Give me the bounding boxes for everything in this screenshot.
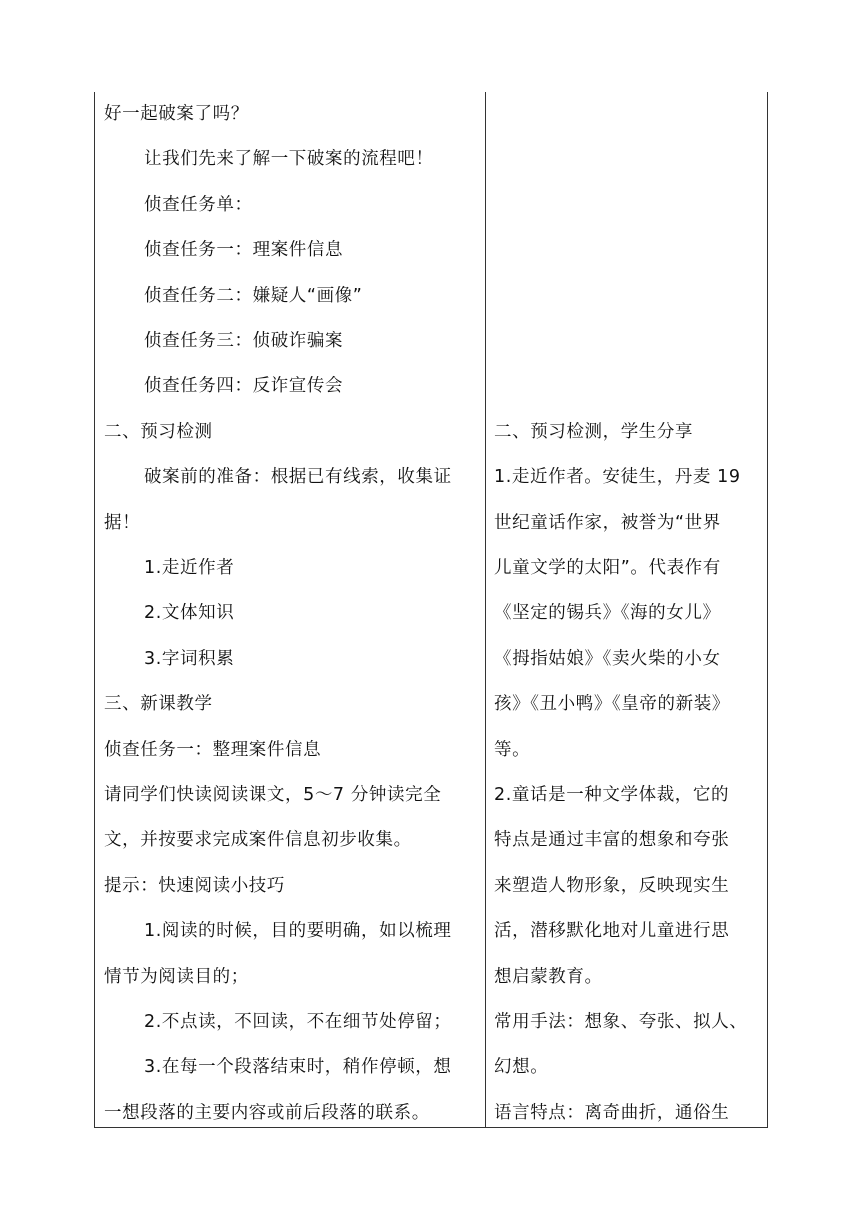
right-line: 等。 xyxy=(494,739,531,760)
left-line: 好一起破案了吗？ xyxy=(104,104,249,124)
left-line: 3.在每一个段落结束时，稍作停顿，想 xyxy=(144,1057,452,1078)
right-line: 语言特点：离奇曲折，通俗生 xyxy=(494,1102,730,1123)
left-line: 让我们先来了解一下破案的流程吧！ xyxy=(144,149,434,170)
left-line: 提示：快速阅读小技巧 xyxy=(104,875,285,896)
left-line: 侦查任务二：嫌疑人“画像” xyxy=(144,285,363,306)
column-divider xyxy=(485,92,486,1128)
right-line: 世纪童话作家，被誉为“世界 xyxy=(494,512,721,533)
right-line: 二、预习检测，学生分享 xyxy=(494,421,694,442)
left-line: 侦查任务一：整理案件信息 xyxy=(104,739,322,760)
left-line: 3.字词积累 xyxy=(144,648,235,669)
right-line: 常用手法：想象、夸张、拟人、 xyxy=(494,1012,748,1032)
left-line: 二、预习检测 xyxy=(104,421,213,442)
right-line: 《拇指姑娘》《卖火柴的小女 xyxy=(494,648,721,669)
right-line: 想启蒙教育。 xyxy=(494,966,603,987)
right-line: 活，潜移默化地对儿童进行思 xyxy=(494,921,730,942)
right-line: 《坚定的锡兵》《海的女儿》 xyxy=(494,603,721,624)
left-line: 破案前的准备：根据已有线索，收集证 xyxy=(144,467,452,488)
left-line: 2.不点读，不回读，不在细节处停留； xyxy=(144,1012,452,1032)
left-line: 侦查任务三：侦破诈骗案 xyxy=(144,331,344,351)
right-line: 特点是通过丰富的想象和夸张 xyxy=(494,830,730,851)
left-line: 据！ xyxy=(104,512,141,533)
right-line: 幻想。 xyxy=(494,1057,549,1078)
left-line: 侦查任务单： xyxy=(144,194,253,215)
left-line: 1.阅读的时候，目的要明确，如以梳理 xyxy=(144,921,452,942)
left-line: 1.走近作者 xyxy=(144,558,235,578)
left-line: 2.文体知识 xyxy=(144,603,235,624)
left-line: 侦查任务四：反诈宣传会 xyxy=(144,376,344,397)
right-line: 来塑造人物形象，反映现实生 xyxy=(494,875,730,896)
left-line: 侦查任务一：理案件信息 xyxy=(144,240,344,261)
left-line: 情节为阅读目的； xyxy=(104,966,249,987)
right-line: 2.童话是一种文学体裁，它的 xyxy=(494,785,730,805)
right-line: 孩》《丑小鸭》《皇帝的新装》 xyxy=(494,694,730,715)
right-line: 儿童文学的太阳”。代表作有 xyxy=(494,558,721,578)
left-line: 请同学们快读阅读课文，5～7 分钟读完全 xyxy=(104,785,442,805)
left-line: 文，并按要求完成案件信息初步收集。 xyxy=(104,830,412,851)
right-line: 1.走近作者。安徒生，丹麦 19 xyxy=(494,467,741,488)
left-line: 一想段落的主要内容或前后段落的联系。 xyxy=(104,1102,430,1123)
left-line: 三、新课教学 xyxy=(104,694,213,715)
